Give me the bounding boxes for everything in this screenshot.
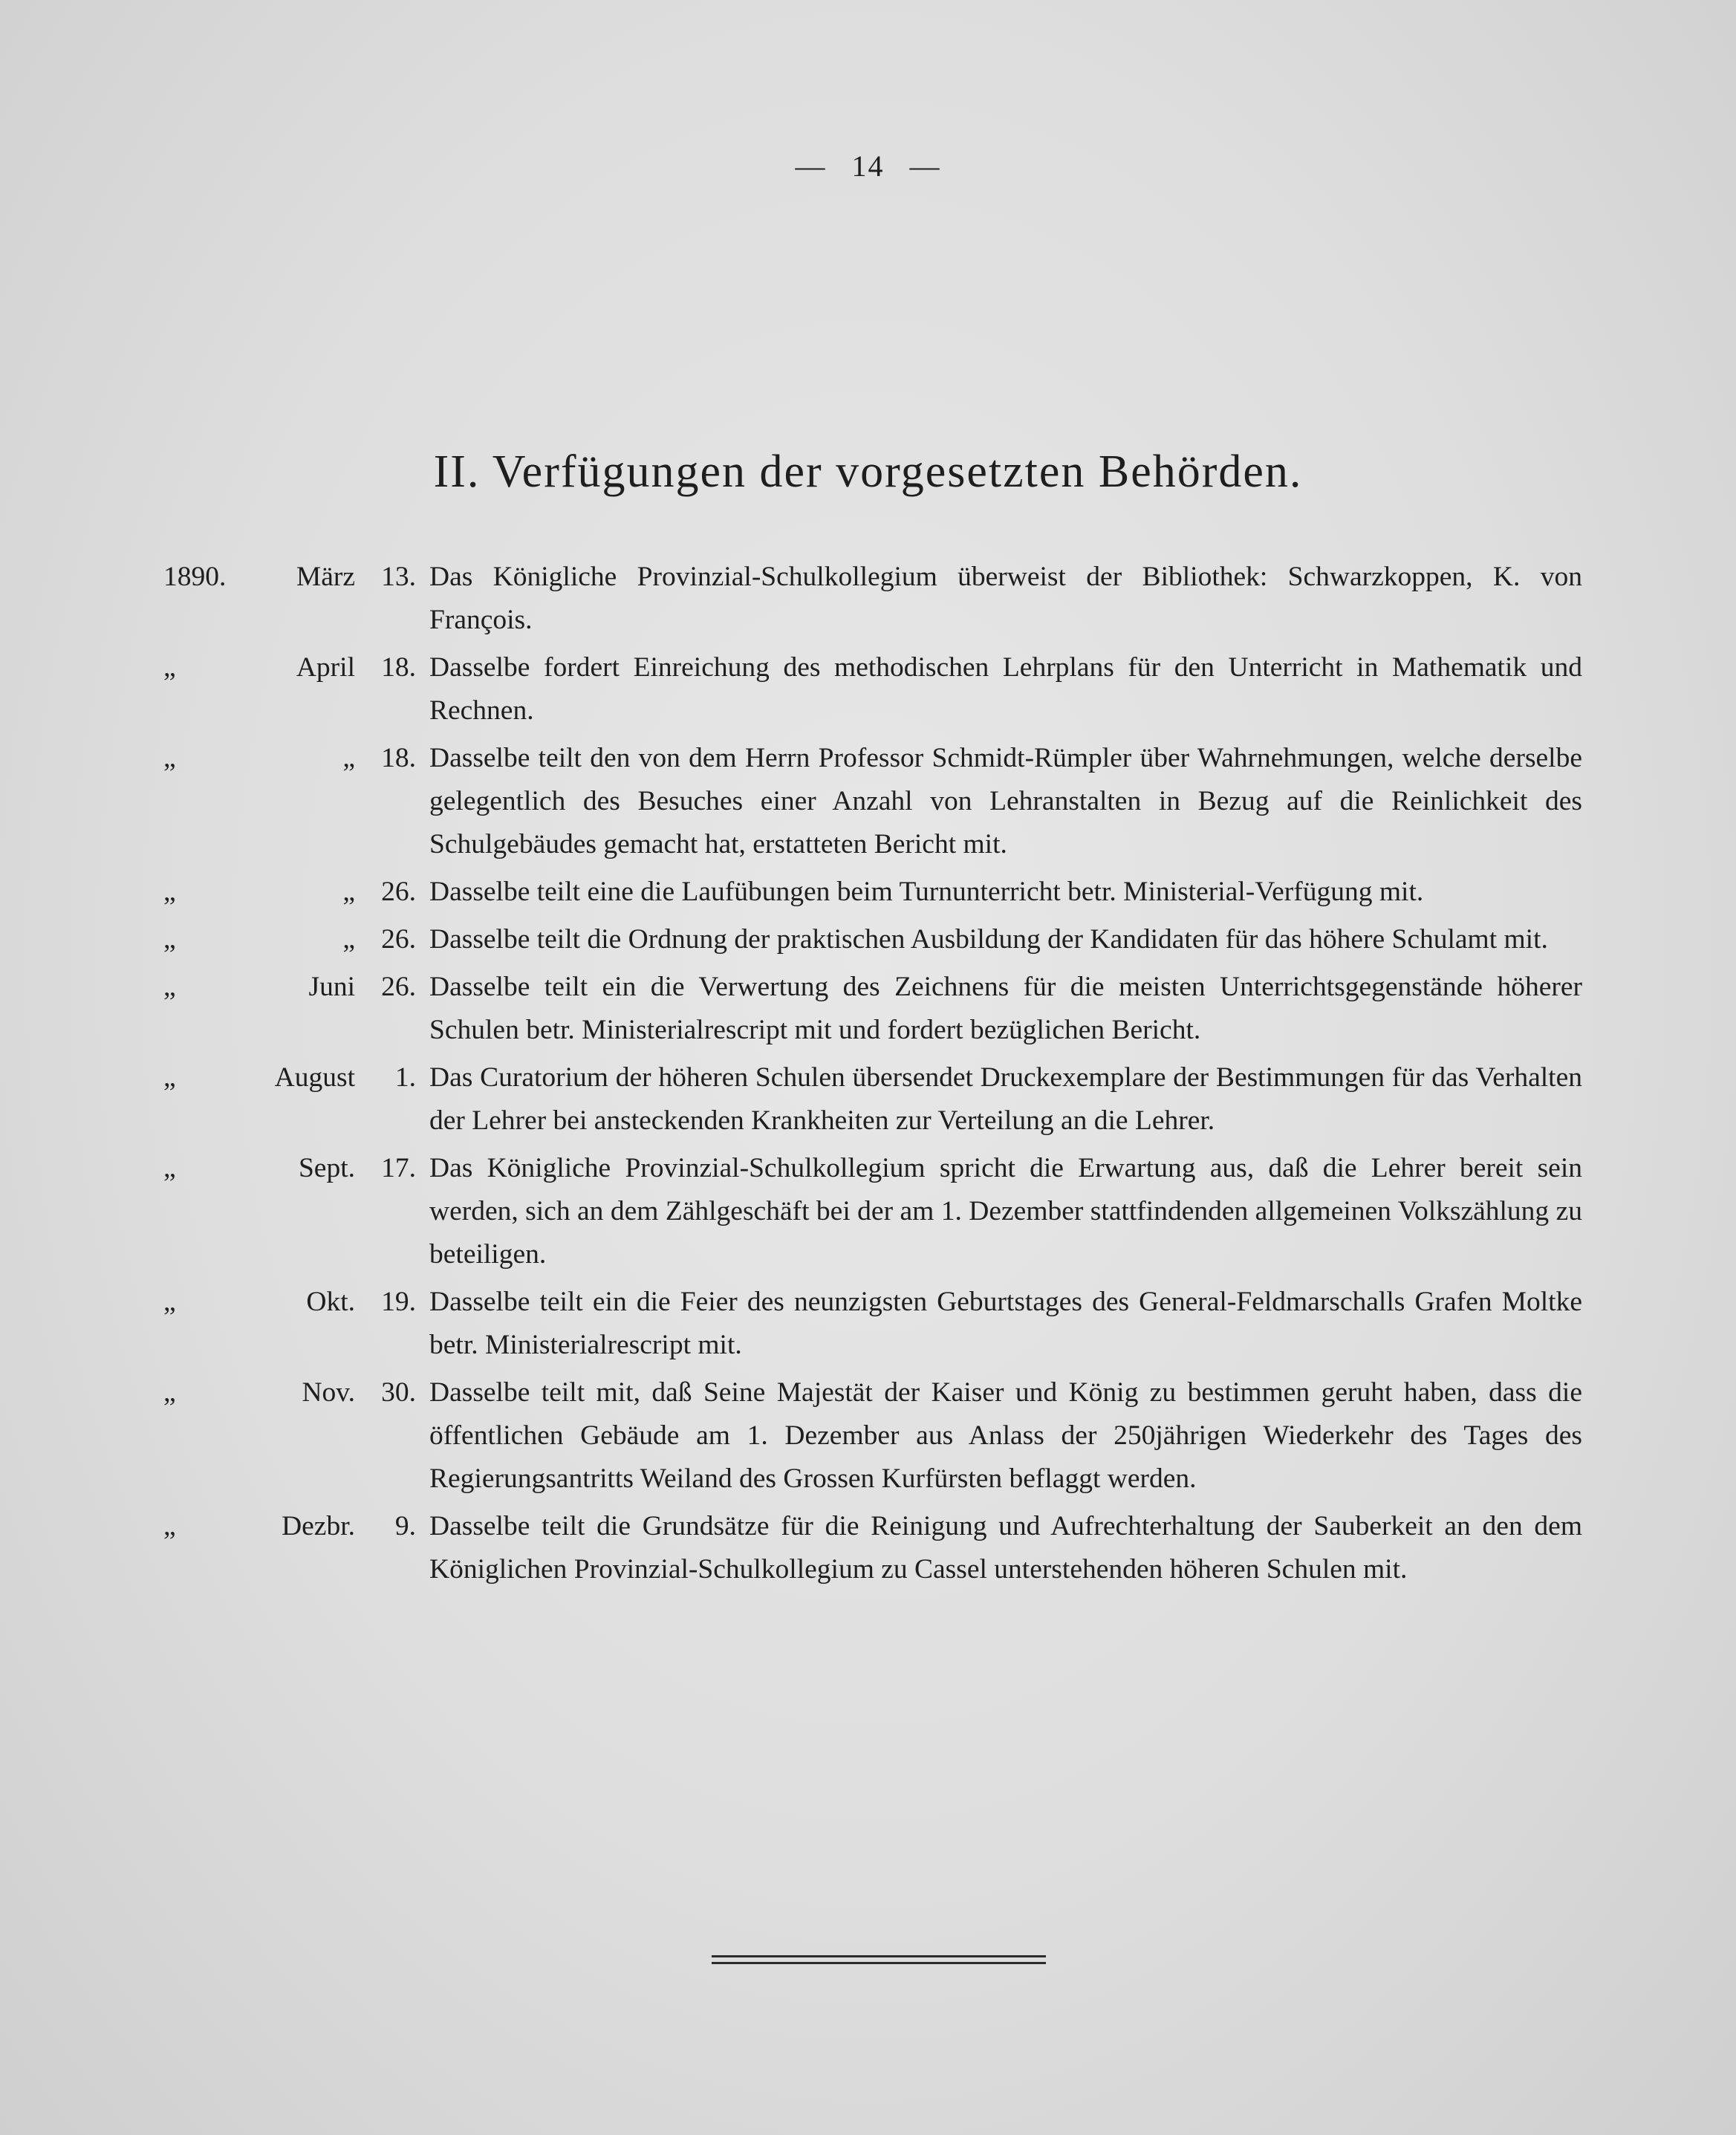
entry-month: „ <box>342 924 355 955</box>
page-number-value: 14 <box>851 149 885 183</box>
entry-day: 17. <box>381 1153 416 1183</box>
decree-entry <box>163 1056 1582 1143</box>
closing-double-rule <box>712 1955 1046 1969</box>
entry-date <box>163 556 416 599</box>
entry-date <box>163 737 416 780</box>
entry-day: 19. <box>381 1287 416 1317</box>
decree-entry <box>163 871 1582 914</box>
entry-date <box>163 1371 416 1414</box>
entry-year: 1890. <box>163 562 227 592</box>
decree-entry <box>163 1371 1582 1501</box>
entry-text: Das Königliche Provinzial-Schulkollegium spricht die Erwartung aus, daß die Lehrer bereit sein werden, sich an dem Zählgeschäft bei der am 1. Dezember stattfindenden allgemeinen Volkszählung zu beteiligen. <box>429 1153 1582 1270</box>
page-number-dash-right: — <box>909 149 941 183</box>
entry-text: Dasselbe teilt die Ordnung der praktischen Ausbildung der Kandidaten für das höhere Schulamt mit. <box>429 924 1548 955</box>
entry-year: „ <box>163 972 176 1002</box>
entry-text: Dasselbe fordert Einreichung des methodischen Lehrplans für den Unterricht in Mathematik und Rechnen. <box>429 652 1582 726</box>
entry-day: 30. <box>381 1377 416 1408</box>
entry-month: Nov. <box>302 1377 355 1408</box>
decree-entry <box>163 556 1582 642</box>
entry-month: Okt. <box>306 1287 355 1317</box>
entry-year: „ <box>163 924 176 955</box>
page-number <box>0 149 1736 183</box>
entry-year: „ <box>163 743 176 773</box>
entry-day: 18. <box>381 652 416 683</box>
entry-date <box>163 646 416 689</box>
entry-day: 26. <box>381 877 416 907</box>
entry-text: Das Königliche Provinzial-Schulkollegium überweist der Bibliothek: Schwarzkoppen, K. von François. <box>429 562 1582 635</box>
entry-date <box>163 966 416 1009</box>
entry-month: August <box>274 1062 355 1093</box>
entry-year: „ <box>163 1511 176 1541</box>
entry-month: „ <box>342 877 355 907</box>
entry-month: Juni <box>308 972 355 1002</box>
entry-day: 26. <box>381 972 416 1002</box>
entry-date <box>163 871 416 914</box>
entry-date <box>163 1147 416 1190</box>
entry-text: Dasselbe teilt den von dem Herrn Professor Schmidt-Rümpler über Wahrnehmungen, welche derselbe gelegentlich des Besuches einer Anzahl von Lehranstalten in Bezug auf die Reinlichkeit des Schulgebäudes gemacht hat, erstatteten Bericht mit. <box>429 743 1582 859</box>
decree-entry <box>163 1505 1582 1591</box>
entry-year: „ <box>163 652 176 683</box>
decree-list <box>163 556 1582 1596</box>
entry-date <box>163 1056 416 1099</box>
page-number-dash-left: — <box>795 149 827 183</box>
entry-day: 26. <box>381 924 416 955</box>
closing-rule-line <box>712 1962 1046 1964</box>
entry-text: Dasselbe teilt die Grundsätze für die Reinigung und Aufrechterhaltung der Sauberkeit an den dem Königlichen Provinzial-Schulkollegium zu Cassel unterstehenden höheren Schulen mit. <box>429 1511 1582 1585</box>
entry-text: Dasselbe teilt ein die Feier des neunzigsten Geburtstages des General-Feldmarschalls Grafen Moltke betr. Ministerialrescript mit. <box>429 1287 1582 1360</box>
decree-entry <box>163 646 1582 732</box>
entry-date <box>163 1281 416 1324</box>
entry-year: „ <box>163 877 176 907</box>
entry-day: 13. <box>381 562 416 592</box>
entry-day: 9. <box>394 1511 416 1541</box>
entry-text: Dasselbe teilt eine die Laufübungen beim Turnunterricht betr. Ministerial-Verfügung mit. <box>429 877 1424 907</box>
entry-text: Das Curatorium der höheren Schulen übersendet Druckexemplare der Bestimmungen für das Verhalten der Lehrer bei ansteckenden Krankheiten zur Verteilung an die Lehrer. <box>429 1062 1582 1136</box>
entry-year: „ <box>163 1287 176 1317</box>
entry-day: 1. <box>394 1062 416 1093</box>
entry-text: Dasselbe teilt mit, daß Seine Majestät der Kaiser und König zu bestimmen geruht haben, dass die öffentlichen Gebäude am 1. Dezember aus Anlass der 250jährigen Wiederkehr des Tages des Regierungsantritts Weiland des Grossen Kurfürsten beflaggt werden. <box>429 1377 1582 1494</box>
decree-entry <box>163 966 1582 1052</box>
decree-entry <box>163 1147 1582 1276</box>
entry-month: „ <box>342 743 355 773</box>
entry-text: Dasselbe teilt ein die Verwertung des Zeichnens für die meisten Unterrichtsgegenstände höherer Schulen betr. Ministerialrescript mit und fordert bezüglichen Bericht. <box>429 972 1582 1045</box>
entry-year: „ <box>163 1062 176 1093</box>
entry-month: März <box>296 562 355 592</box>
entry-month: April <box>296 652 355 683</box>
decree-entry <box>163 737 1582 866</box>
entry-day: 18. <box>381 743 416 773</box>
entry-date <box>163 1505 416 1548</box>
entry-date <box>163 918 416 961</box>
entry-year: „ <box>163 1153 176 1183</box>
decree-entry <box>163 918 1582 961</box>
entry-month: Dezbr. <box>282 1511 355 1541</box>
entry-year: „ <box>163 1377 176 1408</box>
section-heading: II. Verfügungen der vorgesetzten Behörden. <box>433 446 1303 497</box>
closing-rule-line <box>712 1955 1046 1957</box>
decree-entry <box>163 1281 1582 1367</box>
entry-month: Sept. <box>298 1153 355 1183</box>
